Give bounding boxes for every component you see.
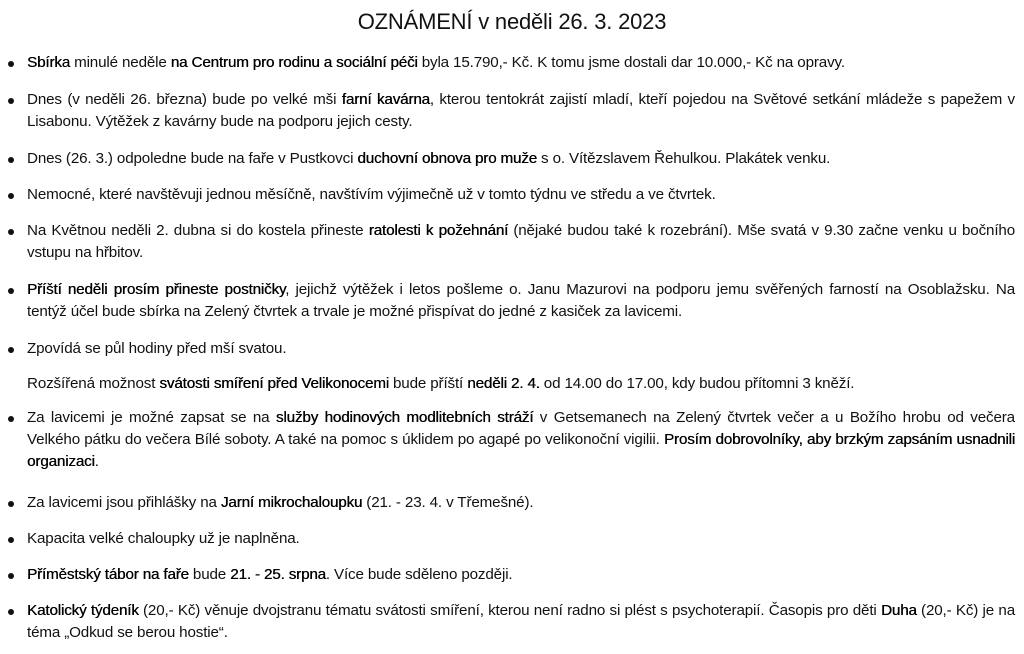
announcement-item-lent-boxes: Příští neděli prosím přineste postničky, jejichž výtěžek i letos pošleme o. Janu Mazurovi na podporu jemu svěřených farností na Osoblažsku. Na tentýž účel bude sbírka na Zelený čtvrtek a trvale je možné přispívat do jedné z kasiček za lavicemi. — [27, 281, 1015, 320]
bullet — [8, 416, 14, 422]
announcement-item-extended-confession: Rozšířená možnost svátosti smíření před Velikonocemi bude příští neděli 2. 4. od 14.00 do 17.00, kdy budou přítomni 3 kněží. — [27, 375, 855, 392]
announcement-item-day-camp: Příměstský tábor na faře bude 21. - 25. srpna. Více bude sděleno později. — [27, 566, 513, 583]
bullet — [8, 609, 14, 615]
announcement-item-sick-visits: Nemocné, které navštěvuji jednou měsíčně, navštívím výjimečně už v tomto týdnu ve středu a ve čtvrtek. — [27, 186, 716, 203]
announcement-item-confession: Zpovídá se půl hodiny před mší svatou. — [27, 340, 287, 357]
bullet — [8, 98, 14, 104]
announcement-item-weekly: Katolický týdeník (20,- Kč) věnuje dvojstranu tématu svátosti smíření, kterou není radno si plést s psychoterapií. Časopis pro děti Duha (20,- Kč) je na téma „Odkud se berou hostie“. — [27, 602, 1015, 641]
announcement-item-collection: Sbírka minulé neděle na Centrum pro rodinu a sociální péči byla 15.790,- Kč. K tomu jsme dostali dar 10.000,- Kč na opravy. — [27, 54, 845, 71]
announcement-item-palm-sunday: Na Květnou neděli 2. dubna si do kostela přineste ratolesti k požehnání (nějaké budou také k rozebrání). Mše svatá v 9.30 začne venku u bočního vstupu na hřbitov. — [27, 222, 1015, 261]
page-title: OZNÁMENÍ v neděli 26. 3. 2023 — [357, 9, 667, 34]
bullet — [8, 288, 14, 294]
bullet — [8, 157, 14, 163]
bullet — [8, 501, 14, 507]
announcement-item-mini-camp: Za lavicemi jsou přihlášky na Jarní mikrochaloupku (21. - 23. 4. v Třemešné). — [27, 494, 534, 511]
announcement-item-capacity: Kapacita velké chaloupky už je naplněna. — [27, 530, 300, 547]
bullet — [8, 193, 14, 199]
bullet — [8, 61, 14, 67]
bullet — [8, 573, 14, 579]
bullet — [8, 347, 14, 353]
bullet — [8, 537, 14, 543]
bullet — [8, 229, 14, 235]
announcement-item-prayer-watch: Za lavicemi je možné zapsat se na služby hodinových modlitebních stráží v Getsemanech na Zelený čtvrtek večer a u Božího hrobu od večera Velkého pátku do večera Bílé soboty. A také na pomoc s úklidem po agapé po velikonoční vigilii. Prosím dobrovolníky, aby brzkým zapsáním usnadnili organizaci. — [27, 409, 1015, 470]
announcement-item-cafe: Dnes (v neděli 26. března) bude po velké mši farní kavárna, kterou tentokrát zajistí mladí, kteří pojedou na Světové setkání mládeže s papežem v Lisabonu. Výtěžek z kavárny bude na podporu jejich cesty. — [27, 91, 1016, 130]
announcement-item-retreat: Dnes (26. 3.) odpoledne bude na faře v Pustkovci duchovní obnova pro muže s o. Vítězslavem Řehulkou. Plakátek venku. — [27, 150, 831, 167]
